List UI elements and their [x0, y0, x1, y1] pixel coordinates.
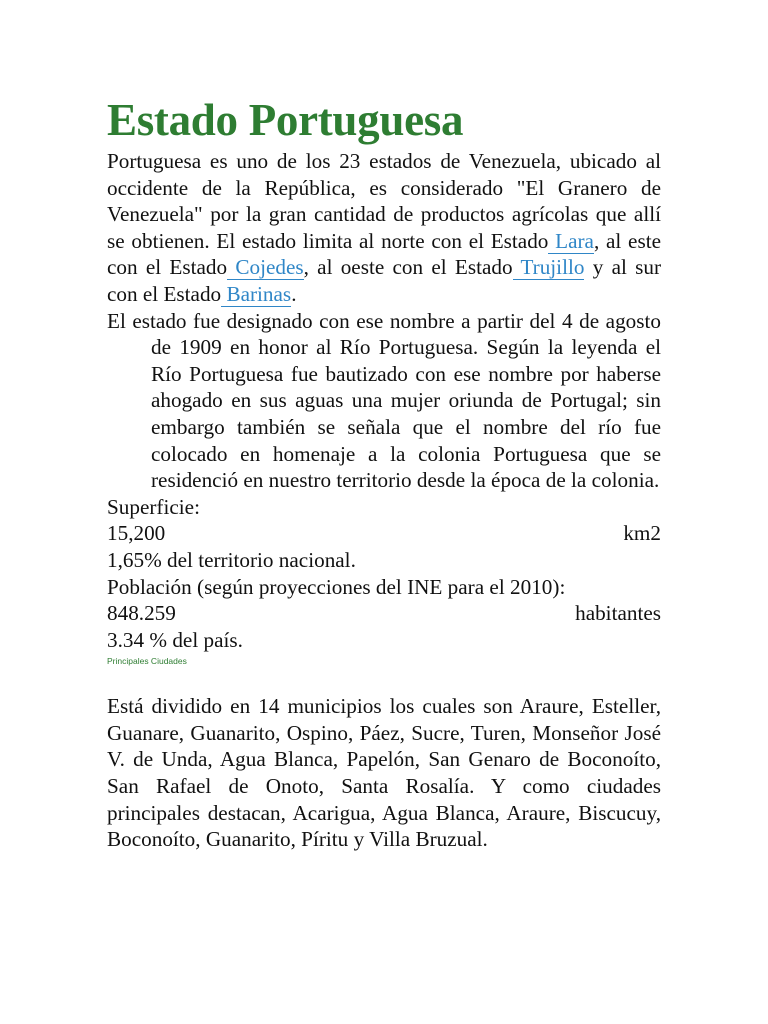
municipalities-paragraph: Está dividido en 14 municipios los cuales son Araure, Esteller, Guanare, Guanarito, Ospino, Páez, Sucre, Turen, Monseñor José V. de Unda, Agua Blanca, Papelón, San Genaro de Boconoíto, San Rafael de Onoto, Santa Rosalía. Y como ciudades principales destacan, Acarigua, Agua Blanca, Araure, Biscucuy, Boconoíto, Guanarito, Píritu y Villa Bruzual. [107, 694, 661, 852]
link-lara[interactable]: Lara [548, 228, 594, 253]
intro-text-4: y al sur con el Estado [107, 255, 662, 306]
document-page [107, 92, 661, 853]
population-share: 3.34 % del país. [107, 627, 243, 652]
section-caption: Principales Ciudades [107, 656, 187, 667]
link-cojedes[interactable]: Cojedes [227, 255, 304, 280]
intro-text-1: Portuguesa es uno de los 23 estados de Venezuela, ubicado al occidente de la República, es considerado "El Granero de Venezuela" por la gran cantidad de productos agrícolas que allí se obtienen. El estado limita al norte con el Estado [107, 149, 661, 253]
page-title: Estado Portuguesa [107, 95, 464, 145]
link-trujillo[interactable]: Trujillo [512, 255, 585, 280]
population-unit: habitantes [575, 601, 661, 626]
intro-text-3: , al oeste con el Estado [303, 255, 513, 280]
intro-paragraph [107, 148, 661, 308]
population-label: Población (según proyecciones del INE para el 2010): [107, 574, 566, 599]
spacer [107, 667, 661, 693]
surface-share: 1,65% del territorio nacional. [107, 547, 356, 572]
population-value: 848.259 [107, 601, 176, 626]
surface-row [107, 520, 661, 547]
surface-unit: km2 [623, 521, 661, 546]
link-barinas[interactable]: Barinas [221, 281, 292, 306]
history-paragraph: El estado fue designado con ese nombre a partir del 4 de agosto de 1909 en honor al Río Portuguesa. Según la leyenda el Río Portuguesa fue bautizado con ese nombre por haberse ahogado en sus aguas una mujer oriunda de Portugal; sin embargo también se señala que el nombre del río fue colocado en homenaje a la colonia Portuguesa que se residenció en nuestro territorio desde la época de la colonia. [107, 308, 661, 493]
surface-label: Superficie: [107, 494, 200, 519]
intro-text-2: , al este con el Estado [107, 228, 661, 280]
surface-value: 15,200 [107, 521, 166, 546]
population-row [107, 600, 661, 627]
intro-text-5: . [291, 281, 297, 306]
